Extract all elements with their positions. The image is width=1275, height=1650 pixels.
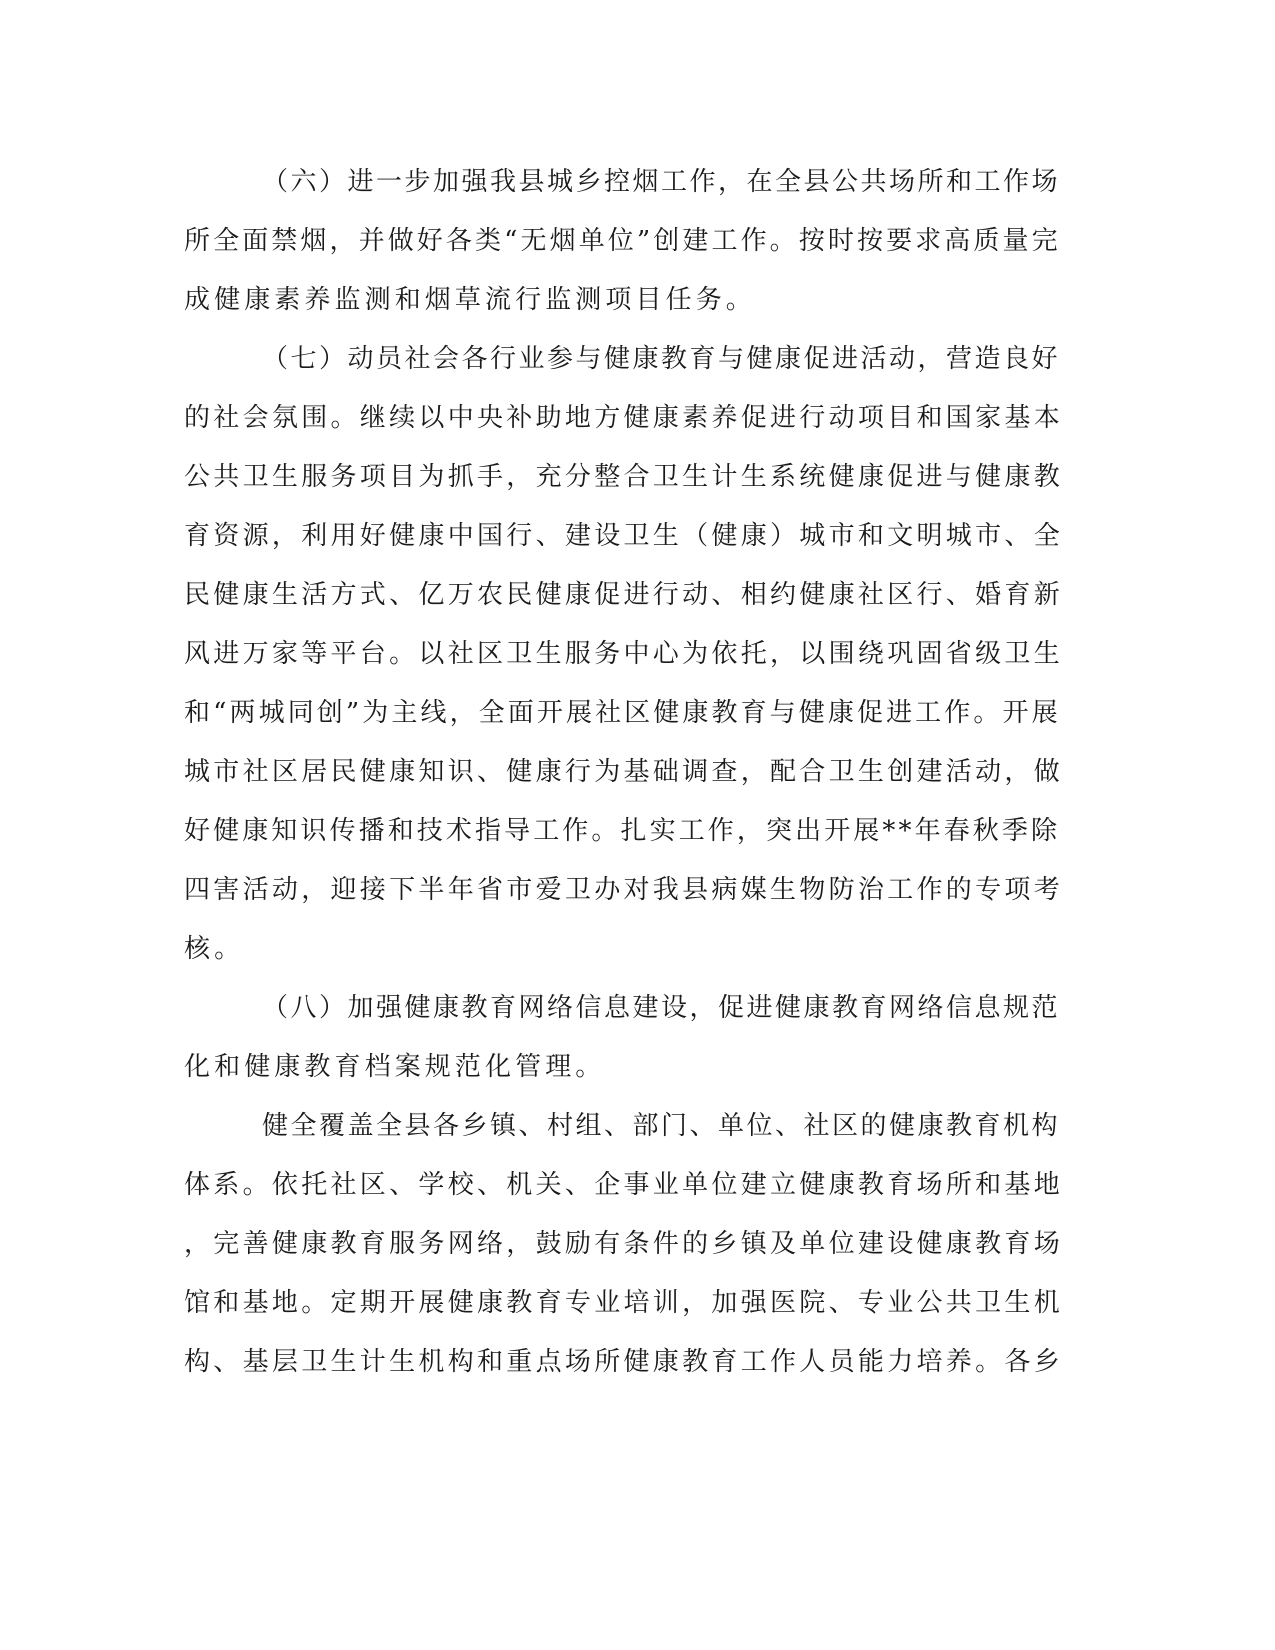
paragraph-6-line-2: 所全面禁烟，并做好各类“无烟单位”创建工作。按时按要求高质量完 [184, 226, 1061, 256]
paragraph-7-line-9: 好健康知识传播和技术指导工作。扎实工作，突出开展**年春秋季除 [184, 816, 1061, 846]
paragraph-8-line-1: （八）加强健康教育网络信息建设，促进健康教育网络信息规范 [262, 993, 1061, 1023]
paragraph-7-line-5: 民健康生活方式、亿万农民健康促进行动、相约健康社区行、婚育新 [184, 580, 1064, 610]
paragraph-7-line-8: 城市社区居民健康知识、健康行为基础调查，配合卫生创建活动，做 [184, 757, 1064, 787]
paragraph-9-line-2: 体系。依托社区、学校、机关、企事业单位建立健康教育场所和基地 [184, 1170, 1064, 1200]
paragraph-7-line-6: 风进万家等平台。以社区卫生服务中心为依托，以围绕巩固省级卫生 [184, 639, 1064, 669]
paragraph-9-line-5: 构、基层卫生计生机构和重点场所健康教育工作人员能力培养。各乡 [184, 1347, 1064, 1377]
paragraph-6-line-3: 成健康素养监测和烟草流行监测项目任务。 [184, 285, 756, 315]
paragraph-9-line-4: 馆和基地。定期开展健康教育专业培训，加强医院、专业公共卫生机 [184, 1288, 1064, 1318]
paragraph-7-line-7: 和“两城同创”为主线，全面开展社区健康教育与健康促进工作。开展 [184, 698, 1061, 728]
paragraph-9-line-3: ，完善健康教育服务网络，鼓励有条件的乡镇及单位建设健康教育场 [184, 1229, 1064, 1259]
paragraph-7-line-4: 育资源，利用好健康中国行、建设卫生（健康）城市和文明城市、全 [184, 521, 1064, 551]
paragraph-7-line-3: 公共卫生服务项目为抓手，充分整合卫生计生系统健康促进与健康教 [184, 462, 1064, 492]
paragraph-6-line-1: （六）进一步加强我县城乡控烟工作，在全县公共场所和工作场 [262, 167, 1061, 197]
paragraph-9-line-1: 健全覆盖全县各乡镇、村组、部门、单位、社区的健康教育机构 [262, 1111, 1061, 1141]
paragraph-7-line-1: （七）动员社会各行业参与健康教育与健康促进活动，营造良好 [262, 344, 1061, 374]
paragraph-7-line-2: 的社会氛围。继续以中央补助地方健康素养促进行动项目和国家基本 [184, 403, 1064, 433]
paragraph-7-line-10: 四害活动，迎接下半年省市爱卫办对我县病媒生物防治工作的专项考 [184, 875, 1064, 905]
paragraph-8-line-2: 化和健康教育档案规范化管理。 [184, 1052, 606, 1082]
paragraph-7-line-11: 核。 [184, 934, 245, 964]
